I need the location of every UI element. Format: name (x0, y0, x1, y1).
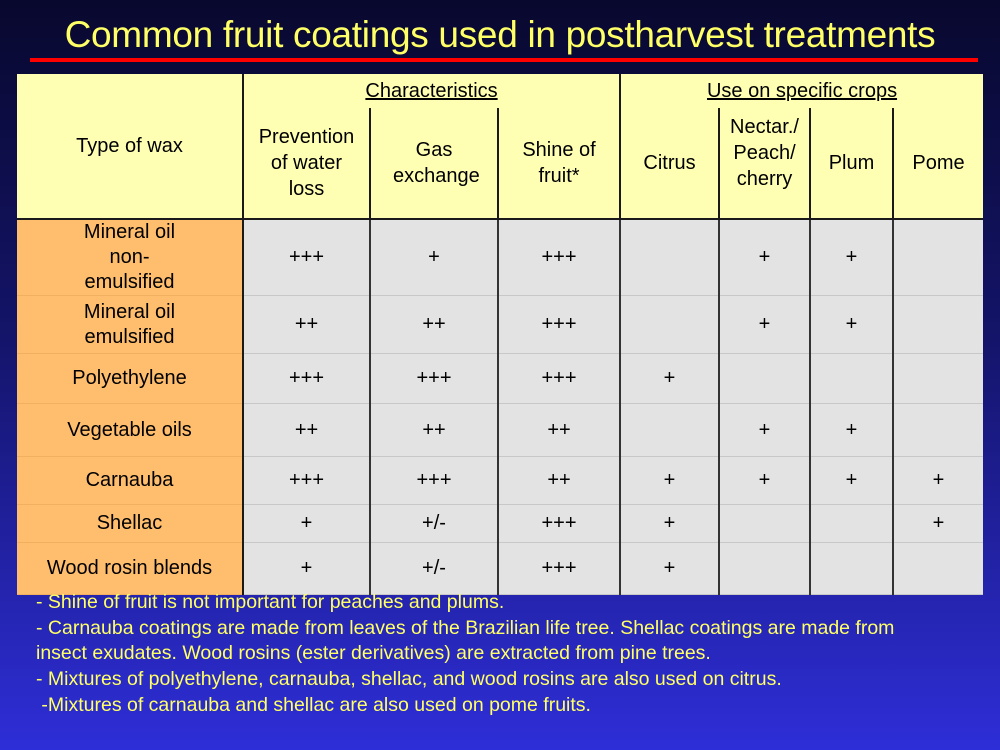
cell-nectarine: + (719, 296, 810, 354)
cell-gas: +/- (370, 505, 498, 543)
cell-water: ++ (243, 296, 370, 354)
footnotes (36, 590, 936, 719)
title-underline (30, 58, 978, 62)
footnote: - Carnauba coatings are made from leaves of the Brazilian life tree. Shellac coatings are made from insect exudates. Wood rosins (ester derivatives) are extracted from pine trees. (36, 616, 895, 665)
cell-nectarine: + (719, 219, 810, 296)
cell-gas: ++ (370, 296, 498, 354)
column-header-citrus: Citrus (620, 108, 719, 219)
cell-citrus (620, 404, 719, 457)
cell-gas: +/- (370, 543, 498, 595)
cell-pome (893, 219, 983, 296)
cell-citrus (620, 219, 719, 296)
cell-citrus: + (620, 543, 719, 595)
cell-water: + (243, 505, 370, 543)
column-header-shine: Shine of fruit* (498, 108, 620, 219)
row-label: Mineral oil non-emulsified (17, 219, 243, 296)
cell-citrus: + (620, 354, 719, 404)
column-header-plum: Plum (810, 108, 893, 219)
row-label: Polyethylene (17, 354, 243, 404)
row-label: Mineral oil emulsified (17, 296, 243, 354)
column-header-type: Type of wax (17, 74, 243, 219)
cell-nectarine: + (719, 457, 810, 505)
table-row (17, 219, 983, 296)
row-label: Wood rosin blends (17, 543, 243, 595)
cell-shine: ++ (498, 457, 620, 505)
cell-plum: + (810, 457, 893, 505)
cell-gas: +++ (370, 354, 498, 404)
table-row (17, 404, 983, 457)
table-row (17, 457, 983, 505)
footnote: -Mixtures of carnauba and shellac are also used on pome fruits. (36, 693, 591, 716)
group-header-characteristics: Characteristics (243, 74, 620, 108)
row-label: Vegetable oils (17, 404, 243, 457)
cell-gas: +++ (370, 457, 498, 505)
table-row (17, 354, 983, 404)
cell-shine: +++ (498, 505, 620, 543)
cell-shine: +++ (498, 219, 620, 296)
cell-citrus (620, 296, 719, 354)
footnote: - Mixtures of polyethylene, carnauba, shellac, and wood rosins are also used on citrus. (36, 668, 782, 691)
cell-water: +++ (243, 219, 370, 296)
cell-plum (810, 354, 893, 404)
wax-coatings-table (17, 74, 983, 595)
table-row (17, 505, 983, 543)
cell-pome: + (893, 505, 983, 543)
cell-water: + (243, 543, 370, 595)
table-row (17, 296, 983, 354)
cell-gas: + (370, 219, 498, 296)
cell-plum: + (810, 219, 893, 296)
cell-pome (893, 354, 983, 404)
cell-plum (810, 505, 893, 543)
cell-water: +++ (243, 354, 370, 404)
cell-shine: ++ (498, 404, 620, 457)
column-header-pome: Pome (893, 108, 983, 219)
cell-nectarine (719, 505, 810, 543)
cell-citrus: + (620, 457, 719, 505)
cell-plum: + (810, 404, 893, 457)
row-label: Shellac (17, 505, 243, 543)
cell-water: +++ (243, 457, 370, 505)
cell-shine: +++ (498, 354, 620, 404)
cell-gas: ++ (370, 404, 498, 457)
cell-shine: +++ (498, 543, 620, 595)
footnote: - Shine of fruit is not important for peaches and plums. (36, 591, 505, 613)
cell-pome (893, 543, 983, 595)
cell-nectarine: + (719, 404, 810, 457)
cell-pome: + (893, 457, 983, 505)
slide-title: Common fruit coatings used in postharvest treatments (64, 14, 936, 55)
cell-pome (893, 404, 983, 457)
cell-nectarine (719, 543, 810, 595)
row-label: Carnauba (17, 457, 243, 505)
table-row (17, 543, 983, 595)
cell-plum: + (810, 296, 893, 354)
group-header-crops: Use on specific crops (620, 74, 983, 108)
cell-water: ++ (243, 404, 370, 457)
cell-plum (810, 543, 893, 595)
cell-nectarine (719, 354, 810, 404)
cell-pome (893, 296, 983, 354)
cell-shine: +++ (498, 296, 620, 354)
column-header-nectarine: Nectar./ Peach/ cherry (719, 108, 810, 219)
column-header-gas-exchange: Gas exchange (370, 108, 498, 219)
column-header-water-loss: Prevention of water loss (243, 108, 370, 219)
cell-citrus: + (620, 505, 719, 543)
